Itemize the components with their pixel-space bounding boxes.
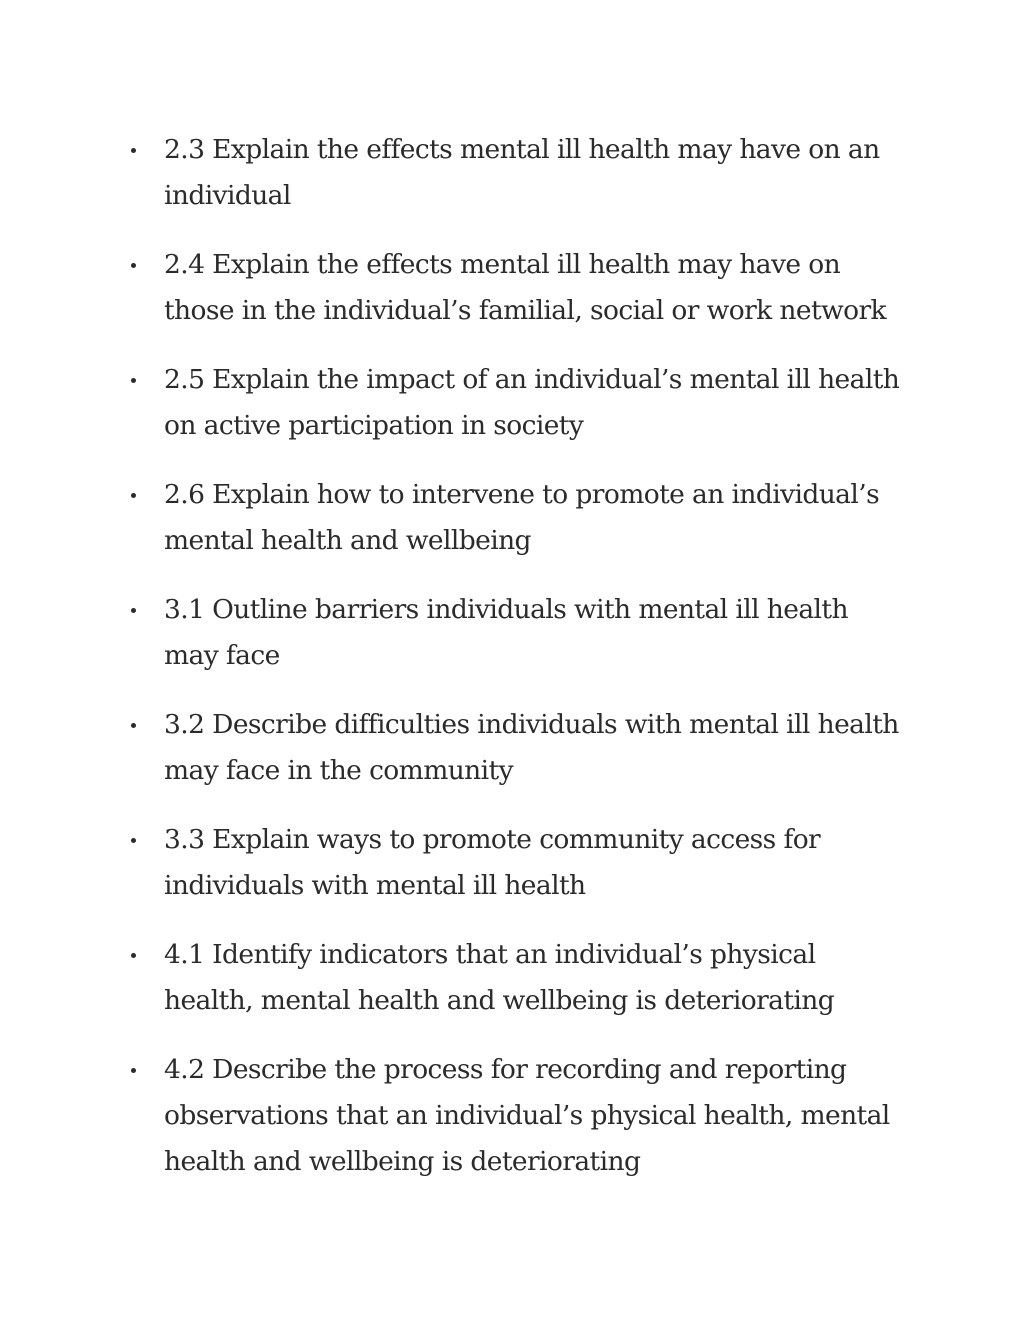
list-item (127, 702, 907, 794)
bullet-icon (131, 953, 136, 958)
learning-outcomes-list (127, 127, 907, 1208)
list-item (127, 932, 907, 1024)
list-item-text: 4.1 Identify indicators that an individual’s physical health, mental health and wellbeing is deteriorating (164, 939, 835, 1016)
list-item-text: 4.2 Describe the process for recording and reporting observations that an individual’s physical health, mental health and wellbeing is deteriorating (164, 1054, 890, 1177)
list-item-text: 3.3 Explain ways to promote community access for individuals with mental ill health (164, 824, 821, 901)
bullet-icon (131, 723, 136, 728)
list-item (127, 472, 907, 564)
list-item (127, 587, 907, 679)
list-item (127, 242, 907, 334)
list-item-text: 2.5 Explain the impact of an individual’s mental ill health on active participation in society (164, 364, 900, 441)
list-item (127, 1047, 907, 1185)
list-item-text: 2.6 Explain how to intervene to promote an individual’s mental health and wellbeing (164, 479, 880, 556)
bullet-icon (131, 148, 136, 153)
bullet-icon (131, 838, 136, 843)
list-item-text: 3.1 Outline barriers individuals with mental ill health may face (164, 594, 848, 671)
bullet-icon (131, 378, 136, 383)
bullet-icon (131, 263, 136, 268)
bullet-icon (131, 608, 136, 613)
list-item-text: 2.3 Explain the effects mental ill health may have on an individual (164, 134, 880, 211)
bullet-icon (131, 493, 136, 498)
list-item (127, 127, 907, 219)
list-item (127, 817, 907, 909)
list-item-text: 3.2 Describe difficulties individuals with mental ill health may face in the community (164, 709, 899, 786)
list-item (127, 357, 907, 449)
bullet-icon (131, 1068, 136, 1073)
list-item-text: 2.4 Explain the effects mental ill health may have on those in the individual’s familial, social or work network (164, 249, 886, 326)
